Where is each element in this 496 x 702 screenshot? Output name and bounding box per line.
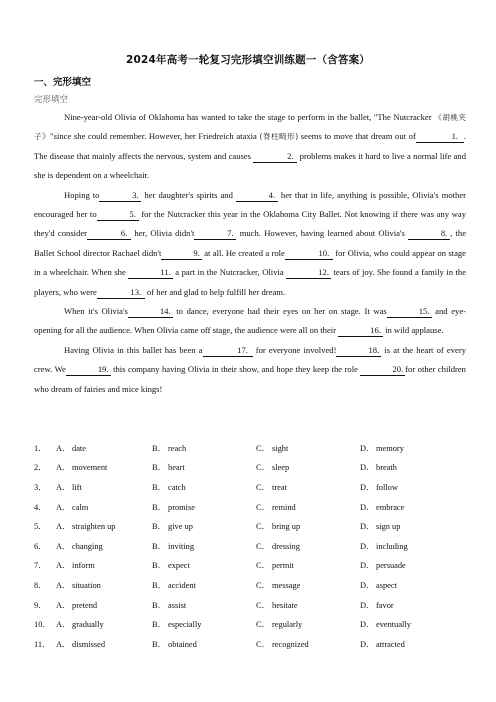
- option-text: calm: [72, 502, 89, 512]
- option-d[interactable]: [360, 501, 404, 513]
- blank-14[interactable]: 14.: [128, 306, 173, 318]
- option-d[interactable]: [360, 520, 400, 532]
- question-number: 1．: [34, 443, 47, 453]
- option-a[interactable]: [56, 501, 152, 513]
- option-letter: A．: [56, 580, 71, 590]
- option-a[interactable]: [56, 638, 152, 650]
- text: her, Olivia didn't: [134, 228, 195, 239]
- option-b[interactable]: [152, 559, 256, 571]
- option-row: [34, 477, 474, 497]
- option-c[interactable]: [256, 481, 360, 493]
- option-letter: C．: [256, 561, 270, 571]
- option-text: memory: [376, 443, 404, 453]
- text: and eye-opening for all the audience. When Olivia came off stage, the audience were all on their: [34, 306, 466, 336]
- text: , the Ballet School director Rachael didn't: [34, 228, 467, 258]
- option-letter: D．: [360, 600, 375, 610]
- option-letter: B．: [152, 482, 166, 492]
- question-number: 6．: [34, 541, 47, 551]
- option-letter: D．: [360, 639, 375, 649]
- text: for Olivia, who could appear on stage in a wheelchair. When she: [34, 247, 466, 278]
- section-heading: 一、完形填空: [34, 77, 92, 88]
- option-b[interactable]: [152, 520, 256, 532]
- option-letter: D．: [360, 522, 375, 532]
- option-c[interactable]: [256, 501, 360, 513]
- option-a[interactable]: [56, 442, 152, 454]
- option-d[interactable]: [360, 442, 404, 454]
- blank-13[interactable]: 13.: [97, 287, 145, 299]
- option-text: persuade: [376, 561, 406, 571]
- option-text: dressing: [272, 541, 300, 551]
- option-c[interactable]: [256, 461, 360, 473]
- option-text: sign up: [376, 522, 401, 532]
- blank-4[interactable]: 4.: [236, 190, 278, 202]
- option-letter: A．: [56, 541, 71, 551]
- text: Nine-year-old Olivia of Oklahoma has wanted to take the stage to perform in the ballet, "The Nutcracker: [64, 112, 432, 122]
- option-letter: B．: [152, 502, 166, 512]
- question-number: 4．: [34, 502, 47, 512]
- text: is at the heart of every crew. We: [34, 344, 466, 375]
- question-number: 9．: [34, 600, 47, 610]
- option-text: obtained: [168, 639, 197, 649]
- blank-20[interactable]: 20.: [360, 364, 405, 376]
- option-letter: C．: [256, 522, 270, 532]
- blank-12[interactable]: 12.: [286, 267, 331, 279]
- option-text: breath: [376, 463, 397, 473]
- option-c[interactable]: [256, 559, 360, 571]
- text: Hoping to: [64, 189, 100, 200]
- option-letter: D．: [360, 580, 375, 590]
- option-a[interactable]: [56, 481, 152, 493]
- text: a part in the Nutcracker, Olivia: [175, 267, 284, 278]
- text: tears of joy. She found a family in the players, who were: [34, 267, 467, 297]
- option-text: situation: [72, 580, 101, 590]
- option-letter: A．: [56, 463, 71, 473]
- option-letter: C．: [256, 541, 270, 551]
- option-letter: A．: [56, 639, 71, 649]
- text: to dance, everyone had their eyes on her on stage. It was: [176, 306, 387, 317]
- option-b[interactable]: [152, 540, 256, 552]
- option-letter: D．: [360, 541, 375, 551]
- blank-5[interactable]: 5.: [97, 209, 139, 221]
- text: . The disease that mainly affects the nervous, system and causes: [34, 131, 466, 161]
- paragraph-3: [34, 302, 466, 341]
- option-letter: D．: [360, 620, 375, 630]
- option-row: [34, 516, 474, 536]
- blank-15[interactable]: 15.: [387, 306, 432, 318]
- option-letter: A．: [56, 620, 71, 630]
- option-letter: B．: [152, 620, 166, 630]
- option-text: lift: [72, 482, 82, 492]
- option-b[interactable]: [152, 442, 256, 454]
- option-text: permit: [272, 561, 294, 571]
- question-number: 7．: [34, 561, 47, 571]
- text: for the Nutcracker this year in the Oklahoma City Ballet. Not knowing if there was any way they'd consider: [34, 209, 466, 239]
- blank-19[interactable]: 19.: [66, 364, 111, 376]
- option-d[interactable]: [360, 540, 408, 552]
- option-b[interactable]: [152, 579, 256, 591]
- option-letter: A．: [56, 522, 71, 532]
- paragraph-4: [34, 341, 466, 399]
- option-row: [34, 614, 474, 634]
- option-text: sight: [272, 443, 289, 453]
- option-c[interactable]: [256, 638, 360, 650]
- option-text: hesitate: [272, 600, 298, 610]
- text: Having Olivia in this ballet has been a: [64, 344, 203, 355]
- option-b[interactable]: [152, 501, 256, 513]
- text: at all. He created a role: [204, 247, 285, 258]
- option-a[interactable]: [56, 520, 152, 532]
- text: this company having Olivia in their show, and hope they keep the role: [113, 364, 358, 375]
- blank-3[interactable]: 3.: [99, 190, 141, 202]
- option-d[interactable]: [360, 579, 397, 591]
- text: of her and glad to help fulfill her dream.: [146, 286, 286, 297]
- option-text: bring up: [272, 522, 301, 532]
- option-text: favor: [376, 600, 394, 610]
- option-d[interactable]: [360, 599, 394, 611]
- option-a[interactable]: [56, 618, 152, 630]
- option-letter: D．: [360, 443, 375, 453]
- text: in wild applause.: [385, 325, 444, 336]
- option-text: catch: [168, 482, 186, 492]
- option-text: treat: [272, 482, 287, 492]
- option-text: heart: [168, 463, 185, 473]
- question-number: 5．: [34, 522, 47, 532]
- option-c[interactable]: [256, 540, 360, 552]
- blank-11[interactable]: 11.: [128, 267, 172, 279]
- option-a[interactable]: [56, 540, 152, 552]
- option-row: [34, 556, 474, 576]
- paragraph-2: [34, 186, 466, 302]
- option-d[interactable]: [360, 618, 411, 630]
- option-row: [34, 536, 474, 556]
- option-a[interactable]: [56, 599, 152, 611]
- question-number: 3．: [34, 482, 47, 492]
- option-letter: B．: [152, 463, 166, 473]
- option-text: inviting: [168, 541, 195, 551]
- option-letter: A．: [56, 561, 71, 571]
- option-text: expect: [168, 561, 190, 571]
- option-text: sleep: [272, 463, 290, 473]
- option-text: inform: [72, 561, 95, 571]
- option-b[interactable]: [152, 618, 256, 630]
- option-row: [34, 458, 474, 478]
- option-d[interactable]: [360, 461, 397, 473]
- option-row: [34, 497, 474, 517]
- option-text: attracted: [376, 639, 405, 649]
- option-text: gradually: [72, 620, 104, 630]
- option-text: reach: [168, 443, 187, 453]
- blank-17[interactable]: 17.: [203, 345, 253, 357]
- blank-6[interactable]: 6.: [87, 228, 131, 240]
- text: her that in life, anything is possible, Olivia's mother encouraged her to: [34, 189, 466, 220]
- option-text: date: [72, 443, 86, 453]
- option-text: remind: [272, 502, 296, 512]
- option-letter: C．: [256, 639, 270, 649]
- blank-18[interactable]: 18.: [336, 345, 381, 357]
- text: (脊柱畸形): [259, 132, 299, 142]
- text: for everyone involved!: [255, 344, 337, 355]
- option-letter: B．: [152, 639, 166, 649]
- option-text: follow: [376, 482, 398, 492]
- option-letter: B．: [152, 541, 166, 551]
- option-text: pretend: [72, 600, 98, 610]
- text: much. However, having learned about Olivia's: [239, 228, 405, 239]
- option-text: changing: [72, 541, 103, 551]
- blank-2[interactable]: 2.: [253, 151, 297, 163]
- option-text: movement: [72, 463, 108, 473]
- option-c[interactable]: [256, 520, 360, 532]
- sub-heading: 完形填空: [34, 95, 69, 105]
- option-letter: C．: [256, 502, 270, 512]
- option-letter: B．: [152, 522, 166, 532]
- option-letter: D．: [360, 482, 375, 492]
- option-letter: A．: [56, 600, 71, 610]
- option-text: give up: [168, 522, 193, 532]
- options-list: [34, 438, 474, 654]
- option-text: message: [272, 580, 301, 590]
- text: problems makes it hard to live a normal life and she is dependent on a wheelchair.: [34, 150, 466, 181]
- option-d[interactable]: [360, 481, 398, 493]
- option-letter: A．: [56, 502, 71, 512]
- blank-16[interactable]: 16.: [338, 325, 383, 337]
- option-letter: C．: [256, 600, 270, 610]
- option-letter: D．: [360, 561, 375, 571]
- blank-10[interactable]: 10.: [285, 248, 333, 260]
- blank-8[interactable]: 8.: [408, 228, 450, 240]
- option-text: eventually: [376, 620, 411, 630]
- paragraph-1: [34, 108, 466, 186]
- option-row: [34, 595, 474, 615]
- option-letter: C．: [256, 580, 270, 590]
- option-text: recognized: [272, 639, 309, 649]
- option-letter: C．: [256, 443, 270, 453]
- option-text: promise: [168, 502, 195, 512]
- text: seems to move that dream out of: [300, 131, 416, 142]
- option-row: [34, 575, 474, 595]
- option-text: especially: [168, 620, 202, 630]
- text: 《胡桃夹子》: [34, 113, 466, 142]
- option-d[interactable]: [360, 559, 406, 571]
- option-letter: A．: [56, 443, 71, 453]
- blank-1[interactable]: 1.: [416, 131, 464, 143]
- option-letter: B．: [152, 580, 166, 590]
- option-b[interactable]: [152, 599, 256, 611]
- question-number: 8．: [34, 580, 47, 590]
- option-b[interactable]: [152, 461, 256, 473]
- option-text: including: [376, 541, 408, 551]
- option-a[interactable]: [56, 461, 152, 473]
- passage: [34, 108, 466, 399]
- option-row: [34, 438, 474, 458]
- text: her daughter's spirits and: [144, 189, 233, 200]
- option-a[interactable]: [56, 579, 152, 591]
- option-text: regularly: [272, 620, 303, 630]
- option-letter: C．: [256, 463, 270, 473]
- option-text: dismissed: [72, 639, 106, 649]
- question-number: 10．: [34, 620, 51, 630]
- option-b[interactable]: [152, 638, 256, 650]
- question-number: 11．: [34, 639, 51, 649]
- blank-7[interactable]: 7.: [194, 228, 236, 240]
- option-c[interactable]: [256, 618, 360, 630]
- option-c[interactable]: [256, 599, 360, 611]
- page-title: 2024年高考一轮复习完形填空训练题一（含答案）: [125, 54, 371, 66]
- option-text: accident: [168, 580, 196, 590]
- option-d[interactable]: [360, 638, 405, 650]
- blank-9[interactable]: 9.: [161, 248, 201, 260]
- option-text: assist: [168, 600, 187, 610]
- option-text: embrace: [376, 502, 405, 512]
- option-b[interactable]: [152, 481, 256, 493]
- option-letter: C．: [256, 620, 270, 630]
- option-letter: A．: [56, 482, 71, 492]
- text: for other children who dream of fairies and mice kings!: [34, 364, 466, 394]
- option-letter: D．: [360, 502, 375, 512]
- option-text: straighten up: [72, 522, 116, 532]
- option-text: aspect: [376, 580, 397, 590]
- option-letter: B．: [152, 443, 166, 453]
- option-letter: B．: [152, 561, 166, 571]
- question-number: 2．: [34, 463, 47, 473]
- option-letter: D．: [360, 463, 375, 473]
- text: "since she could remember. However, her Friedreich ataxia: [50, 131, 257, 142]
- option-letter: C．: [256, 482, 270, 492]
- option-row: [34, 634, 474, 654]
- option-a[interactable]: [56, 559, 152, 571]
- text: When it's Olivia's: [64, 306, 128, 317]
- option-c[interactable]: [256, 442, 360, 454]
- option-c[interactable]: [256, 579, 360, 591]
- option-letter: B．: [152, 600, 166, 610]
